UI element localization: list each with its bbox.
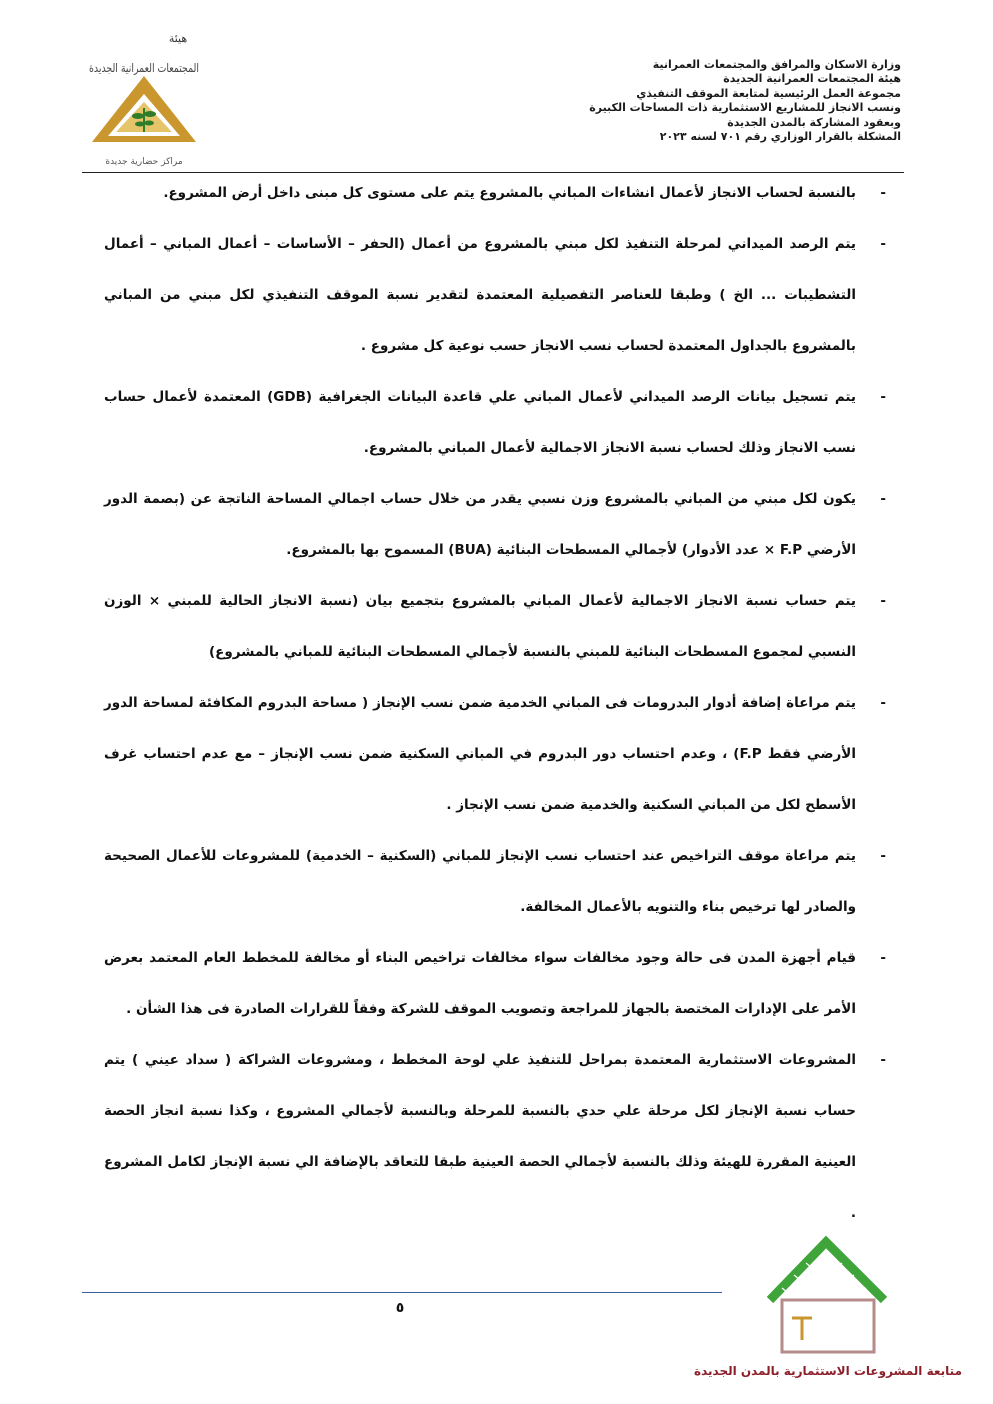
list-item-text: يكون لكل مبني من المباني بالمشروع وزن نسبي يقدر من خلال حساب اجمالي المساحة الناتجة عن (بصمة الدور الأرضي F.P × عدد الأدوار) لأجمالي المسطحات البنائية (BUA) المسموح بها بالمشروع. bbox=[104, 491, 856, 558]
list-dash: - bbox=[880, 236, 886, 252]
list-item-text: يتم تسجيل بيانات الرصد الميداني لأعمال المباني علي قاعدة البيانات الجغرافية (GDB) المعتمدة لأعمال حساب نسب الانجاز وذلك لحساب نسبة الانجاز الاجمالية لأعمال المباني بالمشروع. bbox=[104, 389, 856, 456]
document-body bbox=[104, 168, 886, 1239]
list-dash: - bbox=[880, 950, 886, 966]
page-number: ٥ bbox=[395, 1300, 405, 1316]
list-dash: - bbox=[880, 695, 886, 711]
list-item-text: يتم الرصد الميداني لمرحلة التنفيذ لكل مبني بالمشروع من أعمال (الحفر – الأساسات – أعمال المباني – أعمال التشطيبات ... الخ ) وطبقا للعناصر التفصيلية المعتمدة لتقدير نسبة الموقف التنفيذي لكل مبني من المباني بالمشروع بالجداول المعتمدة لحساب نسب الانجاز حسب نوعية كل مشروع . bbox=[104, 236, 856, 354]
header-line-ministry: وزارة الاسكان والمرافق والمجتمعات العمرانية bbox=[652, 58, 901, 71]
list-item bbox=[104, 474, 886, 576]
list-item-text: بالنسبة لحساب الانجاز لأعمال انشاءات المباني بالمشروع يتم على مستوى كل مبنى داخل أرض المشروع. bbox=[163, 185, 856, 201]
logo-text-top: هيئة bbox=[168, 32, 188, 45]
header-line-projects: ونسب الانجاز للمشاريع الاستثمارية ذات المساحات الكبيرة bbox=[589, 101, 901, 115]
header-line-group: مجموعة العمل الرئيسية لمتابعة الموقف التنفيذي bbox=[636, 86, 901, 100]
header-line-contracts: وبعقود المشاركة بالمدن الجديدة bbox=[727, 115, 901, 129]
header-line-authority: هيئة المجتمعات العمرانية الجديدة bbox=[723, 72, 901, 86]
list-dash: - bbox=[880, 185, 886, 201]
list-dash: - bbox=[880, 593, 886, 609]
list-item bbox=[104, 576, 886, 678]
list-item-text: يتم مراعاة موقف التراخيص عند احتساب نسب الإنجاز للمباني (السكنية – الخدمية) للمشروعات للأعمال الصحيحة والصادر لها ترخيص بناء والتنويه بالأعمال المخالفة. bbox=[104, 848, 856, 915]
logo-text-main: المجتمعات العمرانية الجديدة bbox=[89, 61, 230, 75]
list-dash: - bbox=[880, 848, 886, 864]
footer-divider bbox=[82, 1292, 722, 1293]
list-item-text: المشروعات الاستثمارية المعتمدة بمراحل للتنفيذ علي لوحة المخطط ، ومشروعات الشراكة ( سداد عيني ) يتم حساب نسبة الإنجاز لكل مرحلة علي حدي بالنسبة للمرحلة وبالنسبة لأجمالي المشروع ، وكذا نسبة انجاز الحصة العينية المقررة للهيئة وذلك بالنسبة لأجمالي الحصة العينية طبقا للتعاقد بالإضافة الي نسبة الإنجاز لكامل المشروع . bbox=[104, 1052, 856, 1221]
logo-text-arc: مراكز حضارية جديدة bbox=[105, 157, 183, 167]
list-item bbox=[104, 831, 886, 933]
list-item bbox=[104, 678, 886, 831]
list-item bbox=[104, 372, 886, 474]
house-ruler-icon bbox=[762, 1230, 892, 1360]
list-item-text: قيام أجهزة المدن فى حالة وجود مخالفات سواء مخالفات تراخيص البناء أو مخالفة للمخطط العام المعتمد بعرض الأمر على الإدارات المختصة بالجهاز للمراجعة وتصويب الموقف للشركة وفقاً للقرارات الصادرة فى هذا الشأن . bbox=[104, 950, 856, 1017]
list-dash: - bbox=[880, 389, 886, 405]
list-dash: - bbox=[880, 1052, 886, 1068]
authority-logo bbox=[82, 24, 230, 174]
header-line-decree: المشكلة بالقرار الوزاري رقم ٧٠١ لسنه ٢٠٢٣ bbox=[659, 130, 901, 144]
pyramid-icon bbox=[92, 76, 196, 142]
list-item bbox=[104, 933, 886, 1035]
list-dash: - bbox=[880, 491, 886, 507]
list-item bbox=[104, 219, 886, 372]
header-block bbox=[461, 58, 901, 144]
list-item bbox=[104, 1035, 886, 1239]
list-item bbox=[104, 168, 886, 219]
list-item-text: يتم مراعاة إضافة أدوار البدرومات فى المباني الخدمية ضمن نسب الإنجاز ( مساحة البدروم المكافئة لمساحة الدور الأرضي فقط F.P) ، وعدم احتساب دور البدروم في المباني السكنية ضمن نسب الإنجاز – مع عدم احتساب غرف الأسطح لكل من المباني السكنية والخدمية ضمن نسب الإنجاز . bbox=[104, 695, 856, 813]
list-item-text: يتم حساب نسبة الانجاز الاجمالية لأعمال المباني بالمشروع بتجميع بيان (نسبة الانجاز الحالية للمبني × الوزن النسبي لمجموع المسطحات البنائية للمبني بالنسبة لأجمالي المسطحات البنائية للمباني بالمشروع) bbox=[104, 593, 856, 660]
brand-caption: متابعة المشروعات الاستثمارية بالمدن الجديدة bbox=[693, 1364, 962, 1378]
